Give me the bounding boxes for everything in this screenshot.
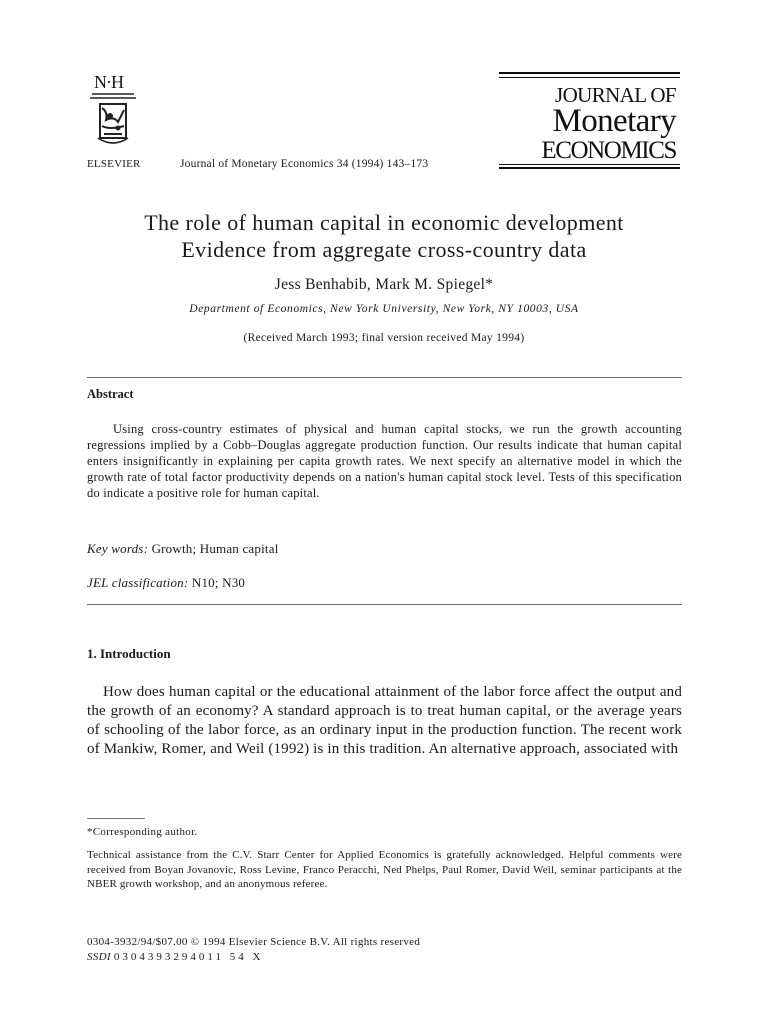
jel-label: JEL classification: — [87, 575, 189, 590]
masthead-line2: Monetary — [552, 103, 676, 139]
article-title-line1: The role of human capital in economic development — [144, 210, 624, 235]
divider-top — [87, 377, 682, 378]
article-title-line2: Evidence from aggregate cross-country data — [181, 237, 587, 262]
section-heading: 1. Introduction — [87, 646, 171, 661]
copyright-line: 0304-3932/94/$07.00 © 1994 Elsevier Science B.V. All rights reserved — [87, 936, 421, 948]
footnote-acknowledgment: Technical assistance from the C.V. Starr Center for Applied Economics is gratefully acknowledged. Helpful comments were received from Boyan Jovanovic, Ross Levine, Franco Peracchi, Ned Phelps, Paul Romer, David Weil, seminar participants at the NBER growth workshop, and an anonymous referee. — [87, 849, 682, 890]
journal-masthead — [499, 72, 680, 172]
authors: Jess Benhabib, Mark M. Spiegel* — [274, 276, 494, 293]
publisher-logo — [84, 72, 146, 162]
abstract-heading: Abstract — [87, 387, 134, 401]
masthead-rule-bottom-thin — [499, 164, 680, 165]
keywords-label: Key words: — [87, 541, 149, 556]
received-dates: (Received March 1993; final version received May 1994) — [243, 332, 525, 344]
ssdi-label: SSDI — [87, 951, 111, 963]
elsevier-tree-emblem — [84, 90, 144, 156]
journal-citation: Journal of Monetary Economics 34 (1994) 143–173 — [180, 158, 429, 170]
abstract-text: Using cross-country estimates of physical and human capital stocks, we run the growth accounting regressions implied by a Cobb–Douglas aggregate production function. Our results indicate that human capital enters insignificantly in explaining per capita growth rates. We next specify an alternative model in which the growth rate of total factor productivity depends on a nation's human capital stock level. Tests of this specification do indicate a positive role for human capital. — [87, 422, 682, 500]
footnote-rule — [87, 818, 145, 819]
keywords — [87, 541, 279, 557]
masthead-rule-bottom — [499, 167, 680, 169]
footnote-corresponding: *Corresponding author. — [87, 826, 198, 838]
divider-bottom — [87, 604, 682, 605]
ssdi-line — [87, 951, 263, 963]
masthead-rule-top — [499, 72, 680, 74]
jel-classification — [87, 575, 245, 591]
affiliation: Department of Economics, New York University, New York, NY 10003, USA — [189, 303, 579, 315]
ssdi-number: 0304393294011 54 X — [113, 951, 264, 963]
masthead-line3: ECONOMICS — [541, 137, 676, 164]
masthead-rule-top-thin — [499, 77, 680, 78]
publisher-name: ELSEVIER — [87, 158, 141, 170]
introduction-text: How does human capital or the educational attainment of the labor force affect the output and the growth of an economy? A standard approach is to treat human capital, or the average years of schooling of the labor force, as an ordinary input in the production function. The recent work of Mankiw, Romer, and Weil (1992) is in this tradition. An alternative approach, associated with — [87, 684, 682, 757]
jel-value: N10; N30 — [191, 575, 246, 590]
keywords-value: Growth; Human capital — [151, 541, 279, 556]
logo-lettering: N·H — [94, 72, 123, 92]
masthead-line1: JOURNAL OF — [555, 83, 676, 107]
